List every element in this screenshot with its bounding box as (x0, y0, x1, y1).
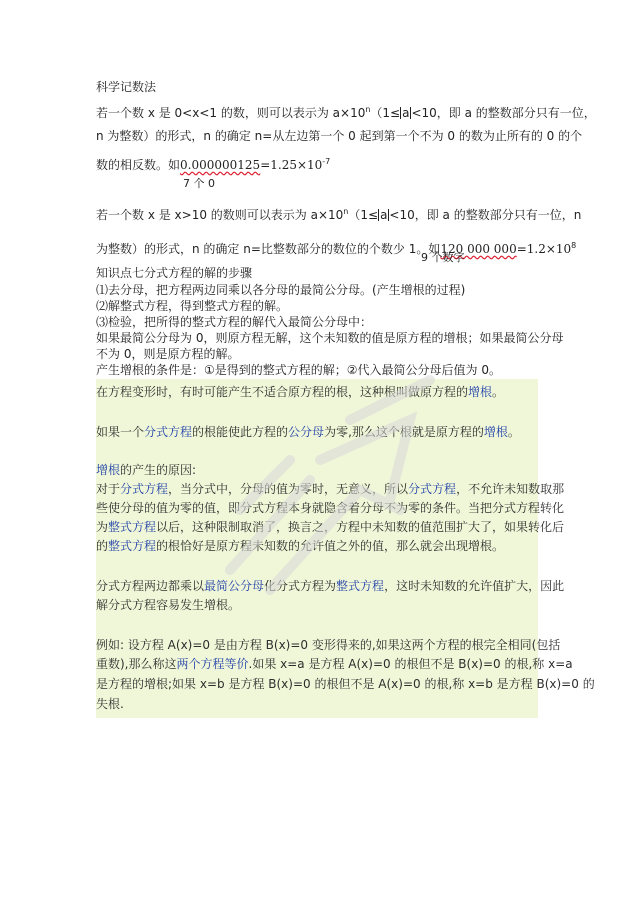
box-para-5-line-1: 分式方程两边都乘以最简公分母化分式方程为整式方程，这时未知数的允许值扩大，因此 (96, 579, 565, 593)
box-para-6-line-1: 例如: 设方程 A(x)=0 是由方程 B(x)=0 变形得来的,如果这两个方程的根完全相同(包括 (96, 638, 561, 652)
box-para-4-line-1: 对于分式方程，当分式中，分母的值为零时，无意义，所以分式方程，不允许未知数取那 (96, 482, 565, 496)
check-line-2: 不为 0，则是原方程的解。 (96, 347, 240, 361)
box-para-4-line-4: 的整式方程的根恰好是原方程未知数的允许值之外的值，那么就会出现增根。 (96, 539, 505, 553)
keyword-link[interactable]: 最简公分母 (204, 579, 265, 593)
box-para-3: 增根的产生的原因: (96, 463, 197, 477)
step-3: ⑶检验，把所得的整式方程的解代入最简公分母中： (96, 315, 373, 329)
box-para-5-line-2: 解分式方程容易发生增根。 (96, 598, 241, 612)
s1-line2: n 为整数）的形式，n 的确定 n=从左边第一个 0 起到第一个不为 0 的数为止所有的 0 的个 (96, 129, 583, 143)
step-2: ⑵解整式方程，得到整式方程的解。 (96, 299, 289, 313)
step-1: ⑴去分母，把方程两边同乘以各分母的最简公分母。(产生增根的过程) (96, 283, 466, 297)
keyword-link[interactable]: 增根 (468, 385, 493, 399)
s1-line3: 数的相反数。如$0.000000125=1.25\times 10^{-7}$ (96, 157, 331, 172)
s2-line2: 为整数）的形式，n 的确定 n=比整数部分的数位的个数少 1。如120 000 $000=1.2\times 10^8$ (96, 241, 577, 256)
s1-example-number: 0.000000125 (180, 158, 261, 172)
box-para-6-line-3: 是方程的增根;如果 x=b 是方程 B(x)=0 的根但不是 A(x)=0 的根,称 x=b 是方程 B(x)=0 的 (96, 677, 595, 691)
keyword-link[interactable]: 整式方程 (108, 539, 157, 553)
box-para-2: 如果一个分式方程的根能使此方程的公分母为零,那么这个根就是原方程的增根。 (96, 425, 520, 439)
condition-line: 产生增根的条件是：①是得到的整式方程的解；②代入最简公分母后值为 0。 (96, 363, 501, 377)
box-para-6-line-4: 失根. (96, 697, 124, 711)
keyword-link[interactable]: 分式方程 (120, 482, 169, 496)
s2-line1: 若一个数 x 是 x>10 的数则可以表示为 $a\times 10^n(1\le a <10$，即 a 的整数部分只有一位，n (96, 207, 582, 222)
s3-title: 知识点七分式方程的解的步骤 (96, 266, 253, 280)
box-para-4-line-3: 为整式方程以后，这种限制取消了，换言之，方程中未知数的值范围扩大了，如果转化后 (96, 520, 565, 534)
keyword-link[interactable]: 整式方程 (336, 579, 385, 593)
keyword-link[interactable]: 分式方程 (408, 482, 457, 496)
check-line-1: 如果最简公分母为 0，则原方程无解，这个未知数的值是原方程的增根；如果最简公分母 (96, 331, 564, 345)
section-title: 科学记数法 (96, 80, 157, 94)
box-para-6-line-2: 重数),那么称这两个方程等价.如果 x=a 是方程 A(x)=0 的根但不是 B(x)=0 的根,称 x=a (96, 657, 573, 671)
keyword-link[interactable]: 两个方程等价 (176, 657, 249, 671)
s2-example-note: 9 个数字 (421, 251, 465, 264)
box-para-1: 在方程变形时，有时可能产生不适合原方程的根，这种根叫做原方程的增根。 (96, 385, 505, 399)
keyword-link[interactable]: 整式方程 (108, 520, 157, 534)
s1-line1: 若一个数 x 是 0<x<1 的数，则可以表示为 $a\times 10^n(1\le a <10$，即 a 的整数部分只有一位， (96, 105, 596, 120)
keyword-link[interactable]: 公分母 (288, 425, 325, 439)
keyword-link[interactable]: 增根 (96, 463, 121, 477)
box-para-4-line-2: 些使分母的值为零的值，即分式方程本身就隐含着分母不为零的条件。当把分式方程转化 (96, 501, 565, 515)
s2-example-number: 120 000 000 (440, 242, 517, 256)
keyword-link[interactable]: 增根 (483, 425, 508, 439)
s1-example-note: 7 个 0 (183, 177, 215, 190)
keyword-link[interactable]: 分式方程 (144, 425, 193, 439)
